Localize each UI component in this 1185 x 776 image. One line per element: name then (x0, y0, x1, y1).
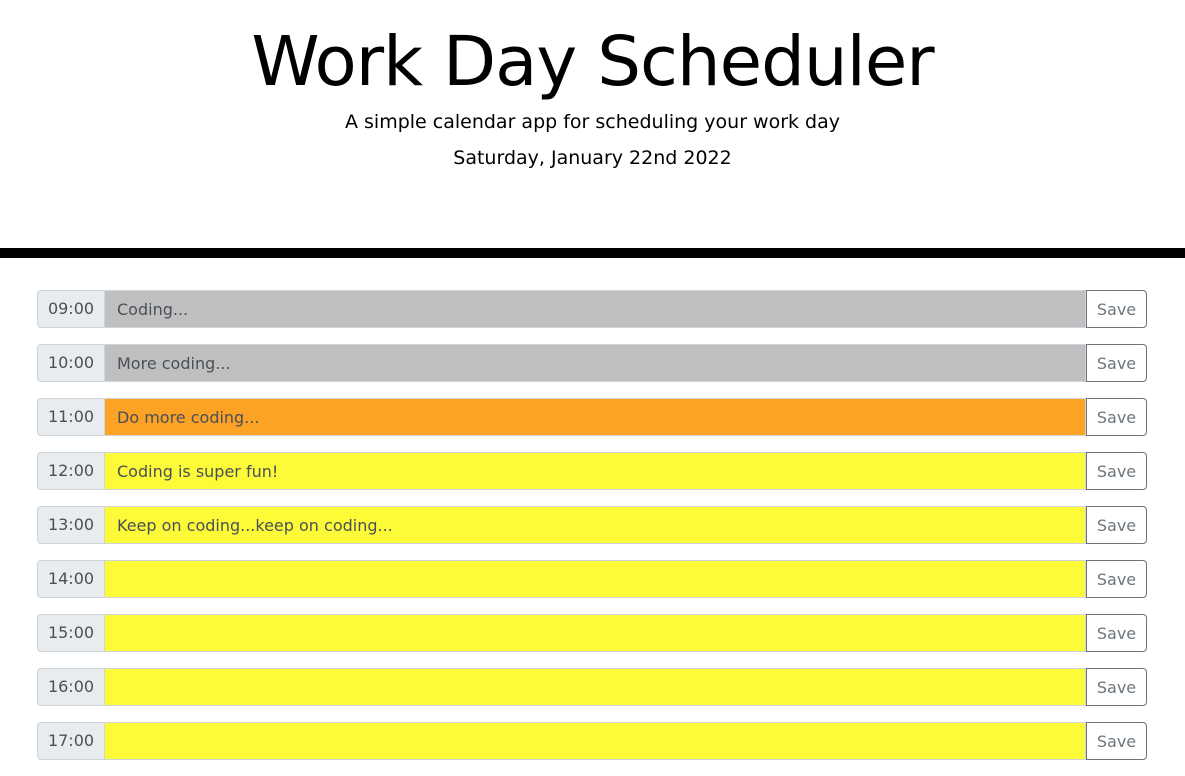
time-block-row (37, 614, 1147, 652)
hour-label: 17:00 (37, 722, 104, 760)
time-block-row (37, 668, 1147, 706)
save-button[interactable]: Save (1086, 560, 1147, 598)
hour-label: 14:00 (37, 560, 104, 598)
save-button[interactable]: Save (1086, 344, 1147, 382)
hour-label: 15:00 (37, 614, 104, 652)
save-button[interactable]: Save (1086, 668, 1147, 706)
hour-label: 09:00 (37, 290, 104, 328)
task-input[interactable] (104, 398, 1086, 436)
page-header (0, 0, 1185, 258)
task-input[interactable] (104, 614, 1086, 652)
time-block-row (37, 560, 1147, 598)
save-button[interactable]: Save (1086, 398, 1147, 436)
hour-label: 13:00 (37, 506, 104, 544)
task-input[interactable] (104, 506, 1086, 544)
save-button[interactable]: Save (1086, 722, 1147, 760)
time-block-row (37, 344, 1147, 382)
task-input[interactable] (104, 560, 1086, 598)
task-input[interactable] (104, 290, 1086, 328)
save-button[interactable]: Save (1086, 452, 1147, 490)
hour-label: 16:00 (37, 668, 104, 706)
hour-label: 11:00 (37, 398, 104, 436)
save-button[interactable]: Save (1086, 506, 1147, 544)
hour-label: 12:00 (37, 452, 104, 490)
task-input[interactable] (104, 722, 1086, 760)
current-date: Saturday, January 22nd 2022 (453, 147, 732, 169)
task-input[interactable] (104, 344, 1086, 382)
time-block-row (37, 290, 1147, 328)
task-input[interactable] (104, 452, 1086, 490)
page-subtitle: A simple calendar app for scheduling your work day (344, 111, 841, 133)
task-input[interactable] (104, 668, 1086, 706)
time-block-list (37, 290, 1147, 776)
time-block-row (37, 452, 1147, 490)
time-block-row (37, 506, 1147, 544)
time-block-row (37, 398, 1147, 436)
time-block-row (37, 722, 1147, 760)
hour-label: 10:00 (37, 344, 104, 382)
save-button[interactable]: Save (1086, 290, 1147, 328)
page-title: Work Day Scheduler (251, 22, 934, 102)
save-button[interactable]: Save (1086, 614, 1147, 652)
